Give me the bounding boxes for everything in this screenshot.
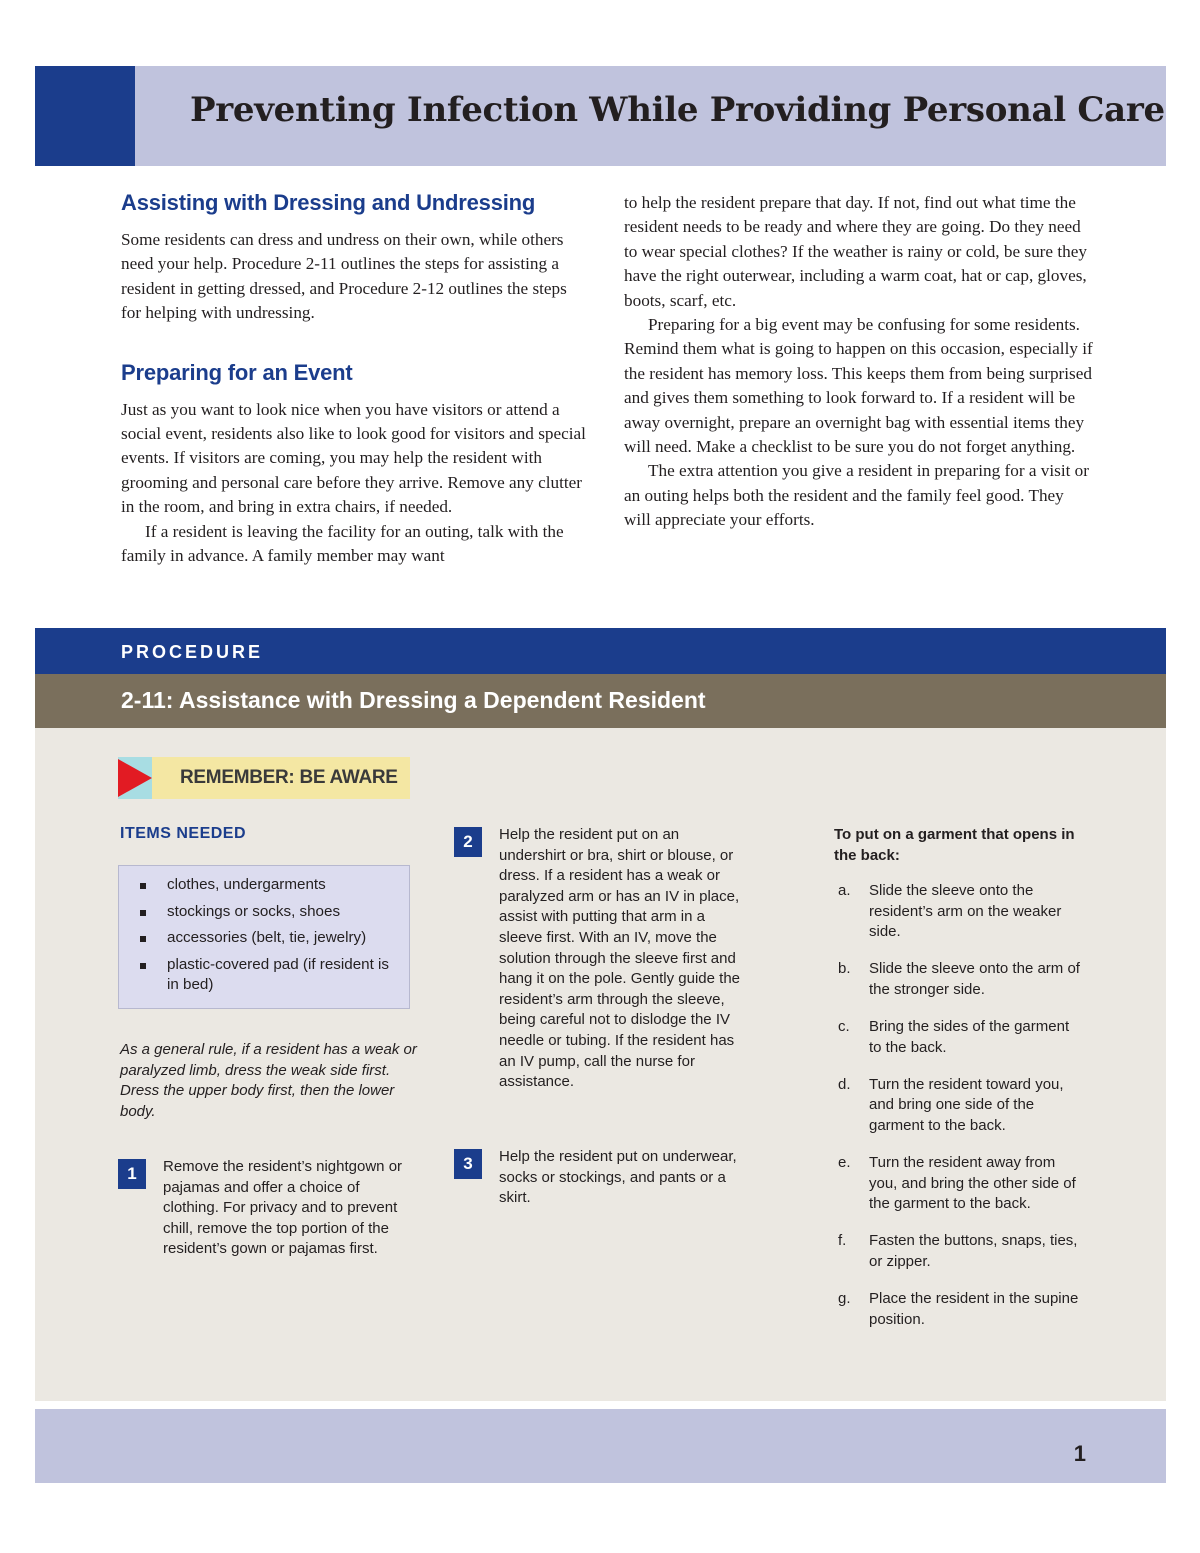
substep-letter: c. bbox=[838, 1017, 850, 1035]
item-text: accessories (belt, tie, jewelry) bbox=[167, 929, 367, 946]
substep-text: Bring the sides of the garment to the back. bbox=[869, 1017, 1070, 1056]
page-title: Preventing Infection While Providing Personal Care bbox=[190, 90, 1165, 130]
items-needed-list bbox=[119, 866, 409, 996]
items-needed-heading: ITEMS NEEDED bbox=[120, 825, 247, 842]
substep-text: Turn the resident away from you, and bring the other side of the garment to the back. bbox=[869, 1153, 1076, 1213]
procedure-label: PROCEDURE bbox=[121, 642, 264, 662]
substep-text: Slide the sleeve onto the resident’s arm on the weaker side. bbox=[869, 882, 1062, 941]
section-paragraph-dressing: Some residents can dress and undress on their own, while others need your help. Procedure 2-11 outlines the steps for assisting a resident in getting dressed, and Procedure 2-12 outlines the steps for helping with undressing. bbox=[121, 230, 567, 323]
event-paragraph-2-continued bbox=[624, 191, 1094, 313]
step-text: Remove the resident’s nightgown or pajamas and offer a choice of clothing. For privacy and to prevent chill, remove the top portion of the resident’s gown or pajamas first. bbox=[163, 1158, 403, 1258]
substep-letter: e. bbox=[838, 1153, 851, 1171]
back-garment-substeps bbox=[834, 881, 1094, 1347]
items-needed-box bbox=[118, 865, 410, 1009]
list-item bbox=[119, 955, 397, 996]
substep-text: Turn the resident toward you, and bring one side of the garment to the back. bbox=[869, 1075, 1064, 1134]
section-heading-event: Preparing for an Event bbox=[121, 359, 353, 385]
substep-text: Fasten the buttons, snaps, ties, or zipper. bbox=[869, 1232, 1078, 1270]
substep-text: Place the resident in the supine position. bbox=[869, 1289, 1079, 1328]
intro-left-column bbox=[121, 190, 591, 568]
square-bullet-icon bbox=[140, 936, 146, 942]
event-paragraph-4: The extra attention you give a resident in preparing for a visit or an outing helps both the resident and the family feel good. They will appreciate your efforts. bbox=[624, 461, 1090, 530]
event-paragraph-2 bbox=[121, 520, 591, 569]
event-paragraph-2-part-b: to help the resident prepare that day. If not, find out what time the resident needs to be ready and where they are going. Do they need to wear special clothes? If the weather is rainy or cold, be sure they have the right outerwear, including a warm coat, hat or cap, gloves, boots, scarf, etc. bbox=[624, 193, 1087, 310]
play-arrow-icon bbox=[118, 759, 152, 797]
list-item bbox=[834, 1289, 1094, 1330]
event-paragraph-1: Just as you want to look nice when you have visitors or attend a social event, residents also like to look good for visitors and special events. If visitors are coming, you may help the resident with grooming and personal care before they arrive. Remove any clutter in the room, and bring in extra chairs, if needed. bbox=[121, 399, 586, 517]
list-item bbox=[834, 881, 1094, 943]
footer-band bbox=[35, 1409, 1166, 1483]
step-number-badge: 2 bbox=[454, 827, 482, 857]
list-item bbox=[834, 1153, 1094, 1215]
list-item bbox=[834, 959, 1094, 1000]
event-paragraph-2-part-a: If a resident is leaving the facility for an outing, talk with the family in advance. A family member may want bbox=[121, 521, 564, 566]
substep-letter: a. bbox=[838, 882, 851, 899]
page-number: 1 bbox=[1073, 1441, 1086, 1466]
step-number-badge: 3 bbox=[454, 1149, 482, 1179]
square-bullet-icon bbox=[140, 883, 146, 889]
substep-letter: f. bbox=[838, 1232, 847, 1250]
remember-text: REMEMBER: BE AWARE bbox=[180, 767, 398, 788]
substep-letter: b. bbox=[838, 960, 851, 978]
procedure-panel bbox=[35, 728, 1166, 1401]
step-number-badge: 1 bbox=[118, 1159, 146, 1189]
header-accent-square bbox=[35, 66, 135, 166]
general-rule-note: As a general rule, if a resident has a weak or paralyzed limb, dress the weak side first. Dress the upper body first, then the lower body. bbox=[120, 1041, 417, 1121]
header-band bbox=[35, 66, 1166, 166]
step-text: Help the resident put on an undershirt or bra, shirt or blouse, or dress. If a resident has a weak or paralyzed arm or has an IV in place, assist with putting that arm in a sleeve first. With an IV, move the solution through the sleeve first and hang it on the pole. Gently guide the resident’s arm through the sleeve, being careful not to dislodge the IV needle or tubing. If the resident has an IV pump, call the nurse for assistance. bbox=[499, 826, 741, 1091]
remember-banner bbox=[118, 757, 410, 799]
list-item bbox=[119, 928, 397, 949]
item-text: plastic-covered pad (if resident is in bed) bbox=[167, 955, 390, 993]
list-item bbox=[834, 1017, 1094, 1058]
list-item bbox=[834, 1075, 1094, 1137]
procedure-title: 2-11: Assistance with Dressing a Dependent Resident bbox=[121, 687, 706, 713]
event-paragraph-3: Preparing for a big event may be confusing for some residents. Remind them what is going to happen on this occasion, especially if the resident has memory loss. This keeps them from being surprised and gives them something to look forward to. If a resident will be away overnight, prepare an overnight bag with essential items they will need. Make a checklist to be sure you do not forget anything. bbox=[624, 315, 1093, 457]
square-bullet-icon bbox=[140, 910, 146, 916]
section-heading-dressing: Assisting with Dressing and Undressing bbox=[121, 190, 536, 215]
list-item bbox=[834, 1231, 1094, 1272]
procedure-title-bar bbox=[35, 674, 1166, 728]
substep-text: Slide the sleeve onto the arm of the stronger side. bbox=[869, 960, 1080, 998]
step-text: Help the resident put on underwear, socks or stockings, and pants or a skirt. bbox=[499, 1148, 737, 1207]
substep-letter: g. bbox=[838, 1289, 851, 1307]
substep-letter: d. bbox=[838, 1075, 851, 1093]
list-item bbox=[119, 875, 397, 896]
item-text: stockings or socks, shoes bbox=[167, 902, 341, 920]
list-item bbox=[119, 902, 397, 923]
intro-right-column bbox=[624, 191, 1094, 533]
square-bullet-icon bbox=[140, 963, 146, 969]
back-garment-heading: To put on a garment that opens in the back: bbox=[834, 826, 1075, 864]
item-text: clothes, undergarments bbox=[167, 876, 326, 893]
procedure-label-bar bbox=[35, 628, 1166, 674]
